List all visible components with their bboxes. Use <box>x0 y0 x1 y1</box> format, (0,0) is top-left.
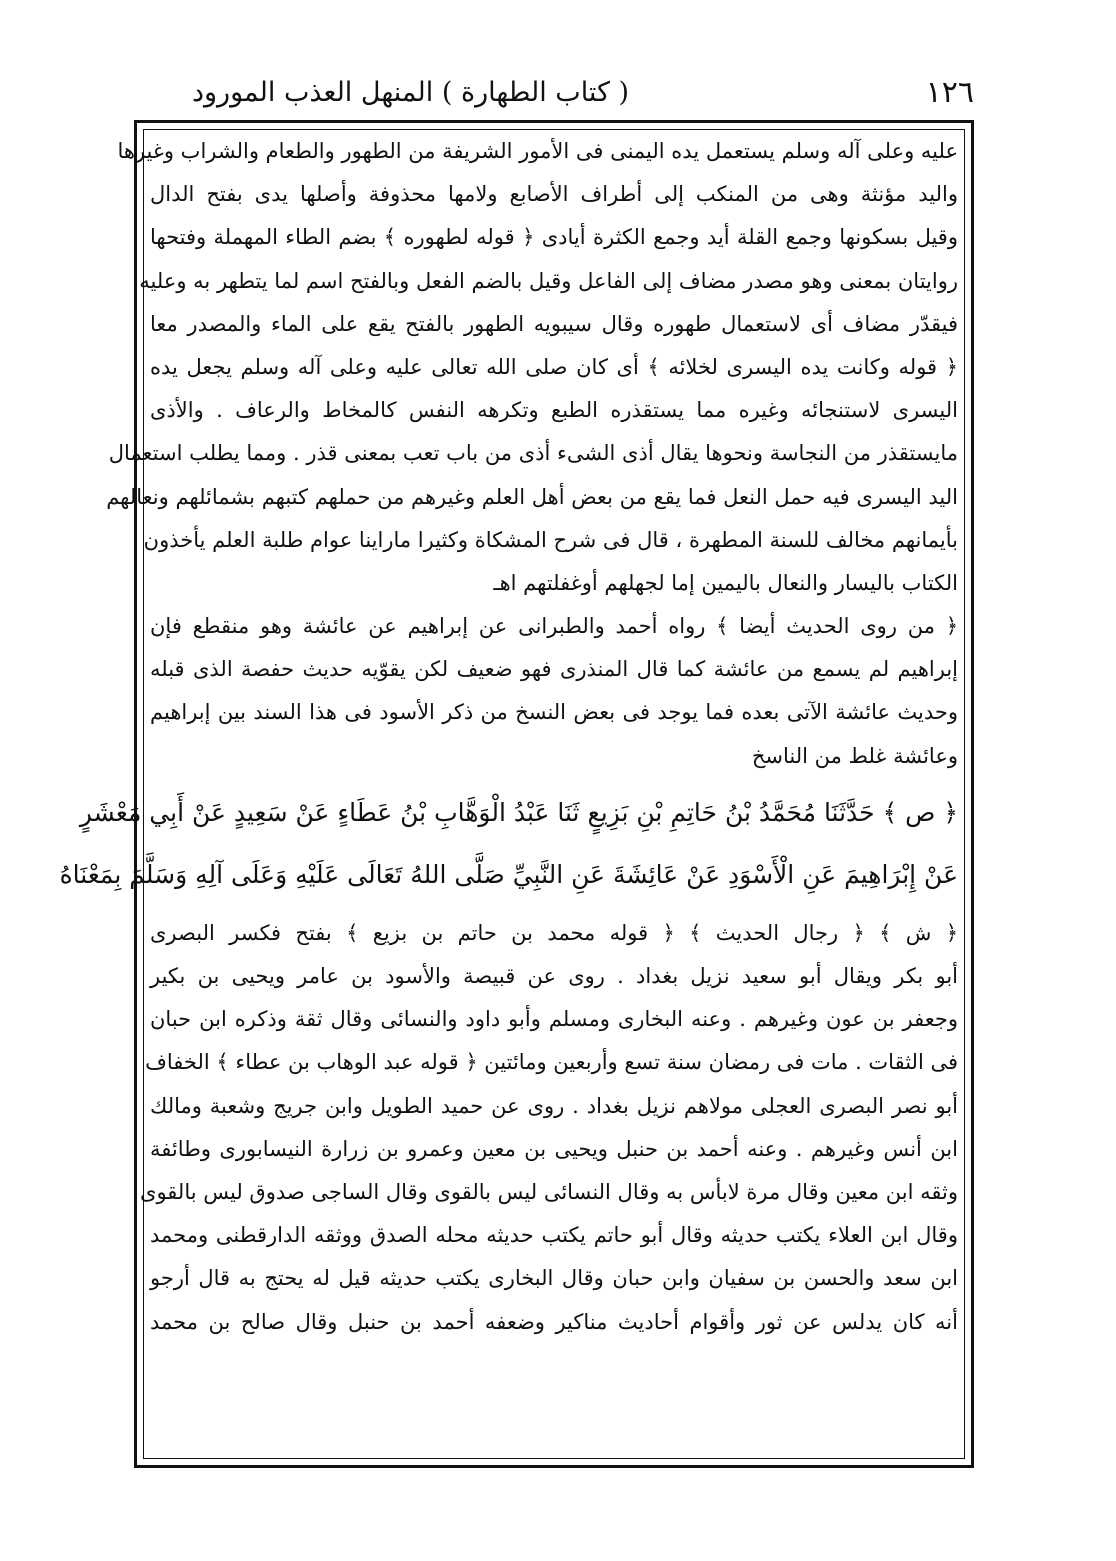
text-body <box>59 130 958 1460</box>
text-line: ابن سعد والحسن بن سفيان وابن حبان وقال البخارى يكتب حديثه قيل له يحتج به قال أرجو <box>150 1266 958 1291</box>
text-line: أبو نصر البصرى العجلى مولاهم نزيل بغداد . روى عن حميد الطويل وابن جريج وشعبة ومالك <box>150 1093 958 1118</box>
text-line: ﴿ من روى الحديث أيضا ﴾ رواه أحمد والطبرانى عن إبراهيم عن عائشة وهو منقطع فإن <box>150 614 958 639</box>
running-title: ( كتاب الطهارة ) المنهل العذب المورود <box>192 76 630 108</box>
page-number: ١٢٦ <box>925 74 974 110</box>
text-line: وثقه ابن معين وقال مرة لابأس به وقال النسائى ليس بالقوى وقال الساجى صدوق ليس بالقوى <box>140 1179 958 1204</box>
text-line: فى الثقات . مات فى رمضان سنة تسع وأربعين ومائتين ﴿ قوله عبد الوهاب بن عطاء ﴾ الخفاف <box>145 1050 958 1075</box>
text-line: فيقدّر مضاف أى لاستعمال طهوره وقال سيبويه الطهور بالفتح يقع على الماء والمصدر معا <box>150 311 958 336</box>
text-line: مايستقذر من النجاسة ونحوها يقال أذى الشىء أذى من باب تعب بمعنى قذر . ومما يطلب استعمال <box>108 441 958 466</box>
text-line: وقيل بسكونها وجمع القلة أيد وجمع الكثرة أيادى ﴿ قوله لطهوره ﴾ بضم الطاء المهملة وفتحها <box>150 225 958 250</box>
page-header <box>134 70 974 114</box>
text-line: إبراهيم لم يسمع من عائشة كما قال المنذرى فهو ضعيف لكن يقوّيه حديث حفصة الذى قبله <box>150 657 958 682</box>
text-line: بأيمانهم مخالف للسنة المطهرة ، قال فى شرح المشكاة وكثيرا ماراينا عوام طلبة العلم يأخذون <box>143 527 958 552</box>
text-line: أنه كان يدلس عن ثور وأقوام أحاديث مناكير وضعفه أحمد بن حنبل وقال صالح بن محمد <box>150 1309 958 1334</box>
hadith-text-line: ﴿ ص ﴾ حَدَّثَنَا مُحَمَّدُ بْنُ حَاتِمِ بْنِ بَزِيعٍ ثَنَا عَبْدُ الْوَهَّابِ بْنُ عَطَاءٍ عَنْ سَعِيدٍ عَنْ أَبِي مَعْشَرٍ <box>79 797 958 827</box>
text-line: اليسرى لاستنجائه وغيره مما يستقذره الطبع وتكرهه النفس كالمخاط والرعاف . والأذى <box>150 398 958 423</box>
text-line: روايتان بمعنى وهو مصدر مضاف إلى الفاعل وقيل بالضم الفعل وبالفتح اسم لما يتطهر به وعليه <box>139 268 958 293</box>
hadith-text-line: عَنْ إِبْرَاهِيمَ عَنِ الْأَسْوَدِ عَنْ عَائِشَةَ عَنِ النَّبِيِّ صَلَّى اللهُ تَعَالَى عَلَيْهِ وَعَلَى آلِهِ وَسَلَّمَ بِمَعْنَاهُ <box>59 859 958 889</box>
text-line: واليد مؤنثة وهى من المنكب إلى أطراف الأصابع ولامها محذوفة وأصلها يدى بفتح الدال <box>150 182 958 207</box>
text-line: ﴿ قوله وكانت يده اليسرى لخلائه ﴾ أى كان صلى الله تعالى عليه وعلى آله وسلم يجعل يده <box>150 354 958 379</box>
text-line: وجعفر بن عون وغيرهم . وعنه البخارى ومسلم وأبو داود والنسائى وقال ثقة وذكره ابن حبان <box>150 1007 958 1032</box>
text-line: وقال ابن العلاء يكتب حديثه وقال أبو حاتم يكتب حديثه محله الصدق ووثقه الدارقطنى ومحمد <box>150 1223 958 1248</box>
text-line: عليه وعلى آله وسلم يستعمل يده اليمنى فى الأمور الشريفة من الطهور والطعام والشراب وغيرها <box>117 139 958 163</box>
text-line: أبو بكر ويقال أبو سعيد نزيل بغداد . روى عن قبيصة والأسود بن عامر ويحيى بن بكير <box>150 964 958 988</box>
text-line: ابن أنس وغيرهم . وعنه أحمد بن حنبل ويحيى بن معين وعمرو بن زرارة النيسابورى وطائفة <box>150 1136 958 1161</box>
text-line: وعائشة غلط من الناسخ <box>751 743 958 768</box>
text-line: الكتاب باليسار والنعال باليمين إما لجهلهم أوغفلتهم اهـ <box>493 570 958 595</box>
text-line: وحديث عائشة الآتى بعده فما يوجد فى بعض النسخ من ذكر الأسود فى هذا السند بين إبراهيم <box>150 700 958 725</box>
text-line: ﴿ ش ﴾ ﴿ رجال الحديث ﴾ ﴿ قوله محمد بن حاتم بن بزيع ﴾ بفتح فكسر البصرى <box>150 920 958 945</box>
text-line: اليد اليسرى فيه حمل النعل فما يقع من بعض أهل العلم وغيرهم من حملهم كتبهم بشمائلهم ونعالهم <box>106 484 958 509</box>
